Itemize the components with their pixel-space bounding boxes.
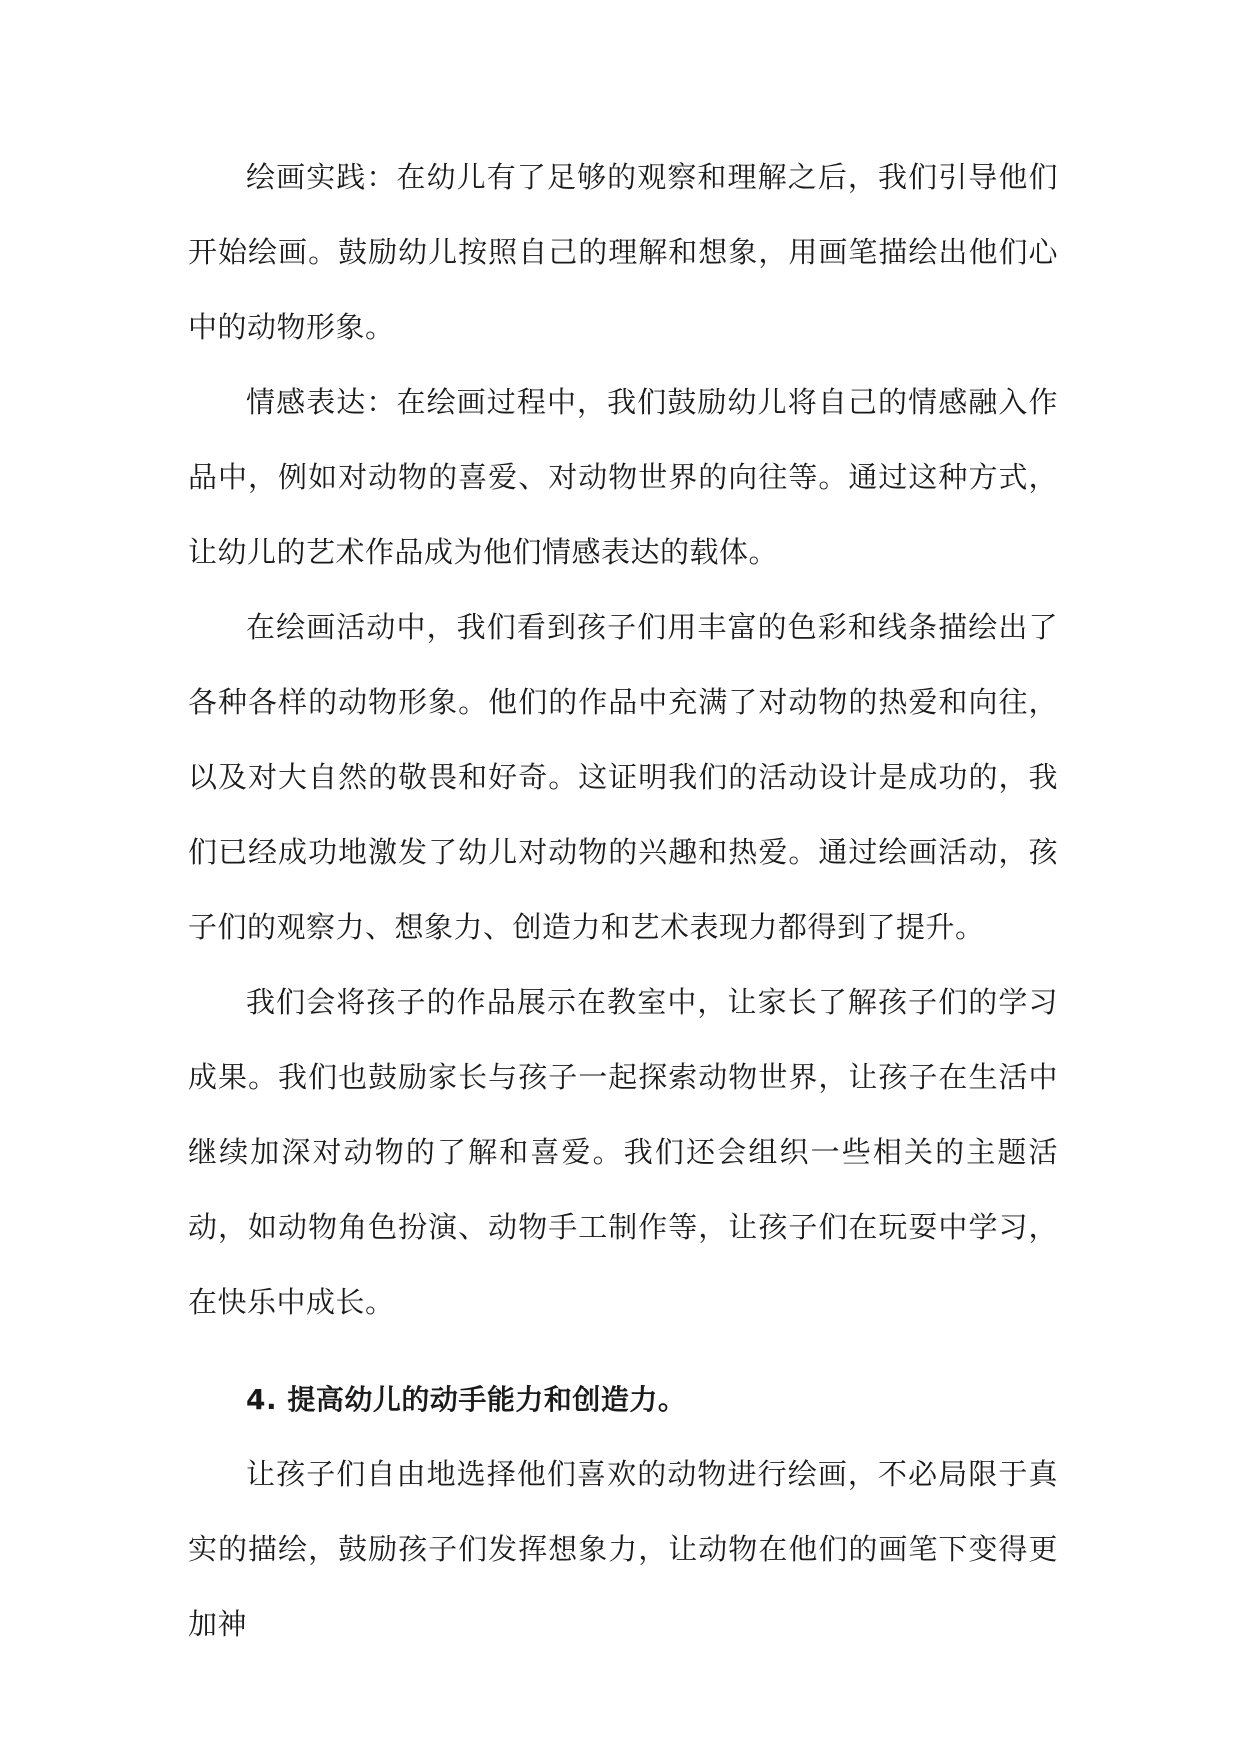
document-body bbox=[188, 140, 1058, 1662]
paragraph-free-choice: 让孩子们自由地选择他们喜欢的动物进行绘画，不必局限于真实的描绘，鼓励孩子们发挥想象力，让动物在他们的画笔下变得更加神 bbox=[188, 1457, 1058, 1641]
paragraph-showcase-works: 我们会将孩子的作品展示在教室中，让家长了解孩子们的学习成果。我们也鼓励家长与孩子一起探索动物世界，让孩子在生活中继续加深对动物的了解和喜爱。我们还会组织一些相关的主题活动，如动物角色扮演、动物手工制作等，让孩子们在玩耍中学习，在快乐中成长。 bbox=[188, 985, 1058, 1319]
paragraph-drawing-practice: 绘画实践：在幼儿有了足够的观察和理解之后，我们引导他们开始绘画。鼓励幼儿按照自己的理解和想象，用画笔描绘出他们心中的动物形象。 bbox=[188, 160, 1058, 344]
paragraph-emotional-expression: 情感表达：在绘画过程中，我们鼓励幼儿将自己的情感融入作品中，例如对动物的喜爱、对动物世界的向往等。通过这种方式，让幼儿的艺术作品成为他们情感表达的载体。 bbox=[188, 385, 1058, 569]
paragraph-activity-results: 在绘画活动中，我们看到孩子们用丰富的色彩和线条描绘出了各种各样的动物形象。他们的作品中充满了对动物的热爱和向往，以及对大自然的敬畏和好奇。这证明我们的活动设计是成功的，我们已经成功地激发了幼儿对动物的兴趣和热爱。通过绘画活动，孩子们的观察力、想象力、创造力和艺术表现力都得到了提升。 bbox=[188, 610, 1058, 944]
section-heading: 4. 提高幼儿的动手能力和创造力。 bbox=[246, 1383, 687, 1416]
